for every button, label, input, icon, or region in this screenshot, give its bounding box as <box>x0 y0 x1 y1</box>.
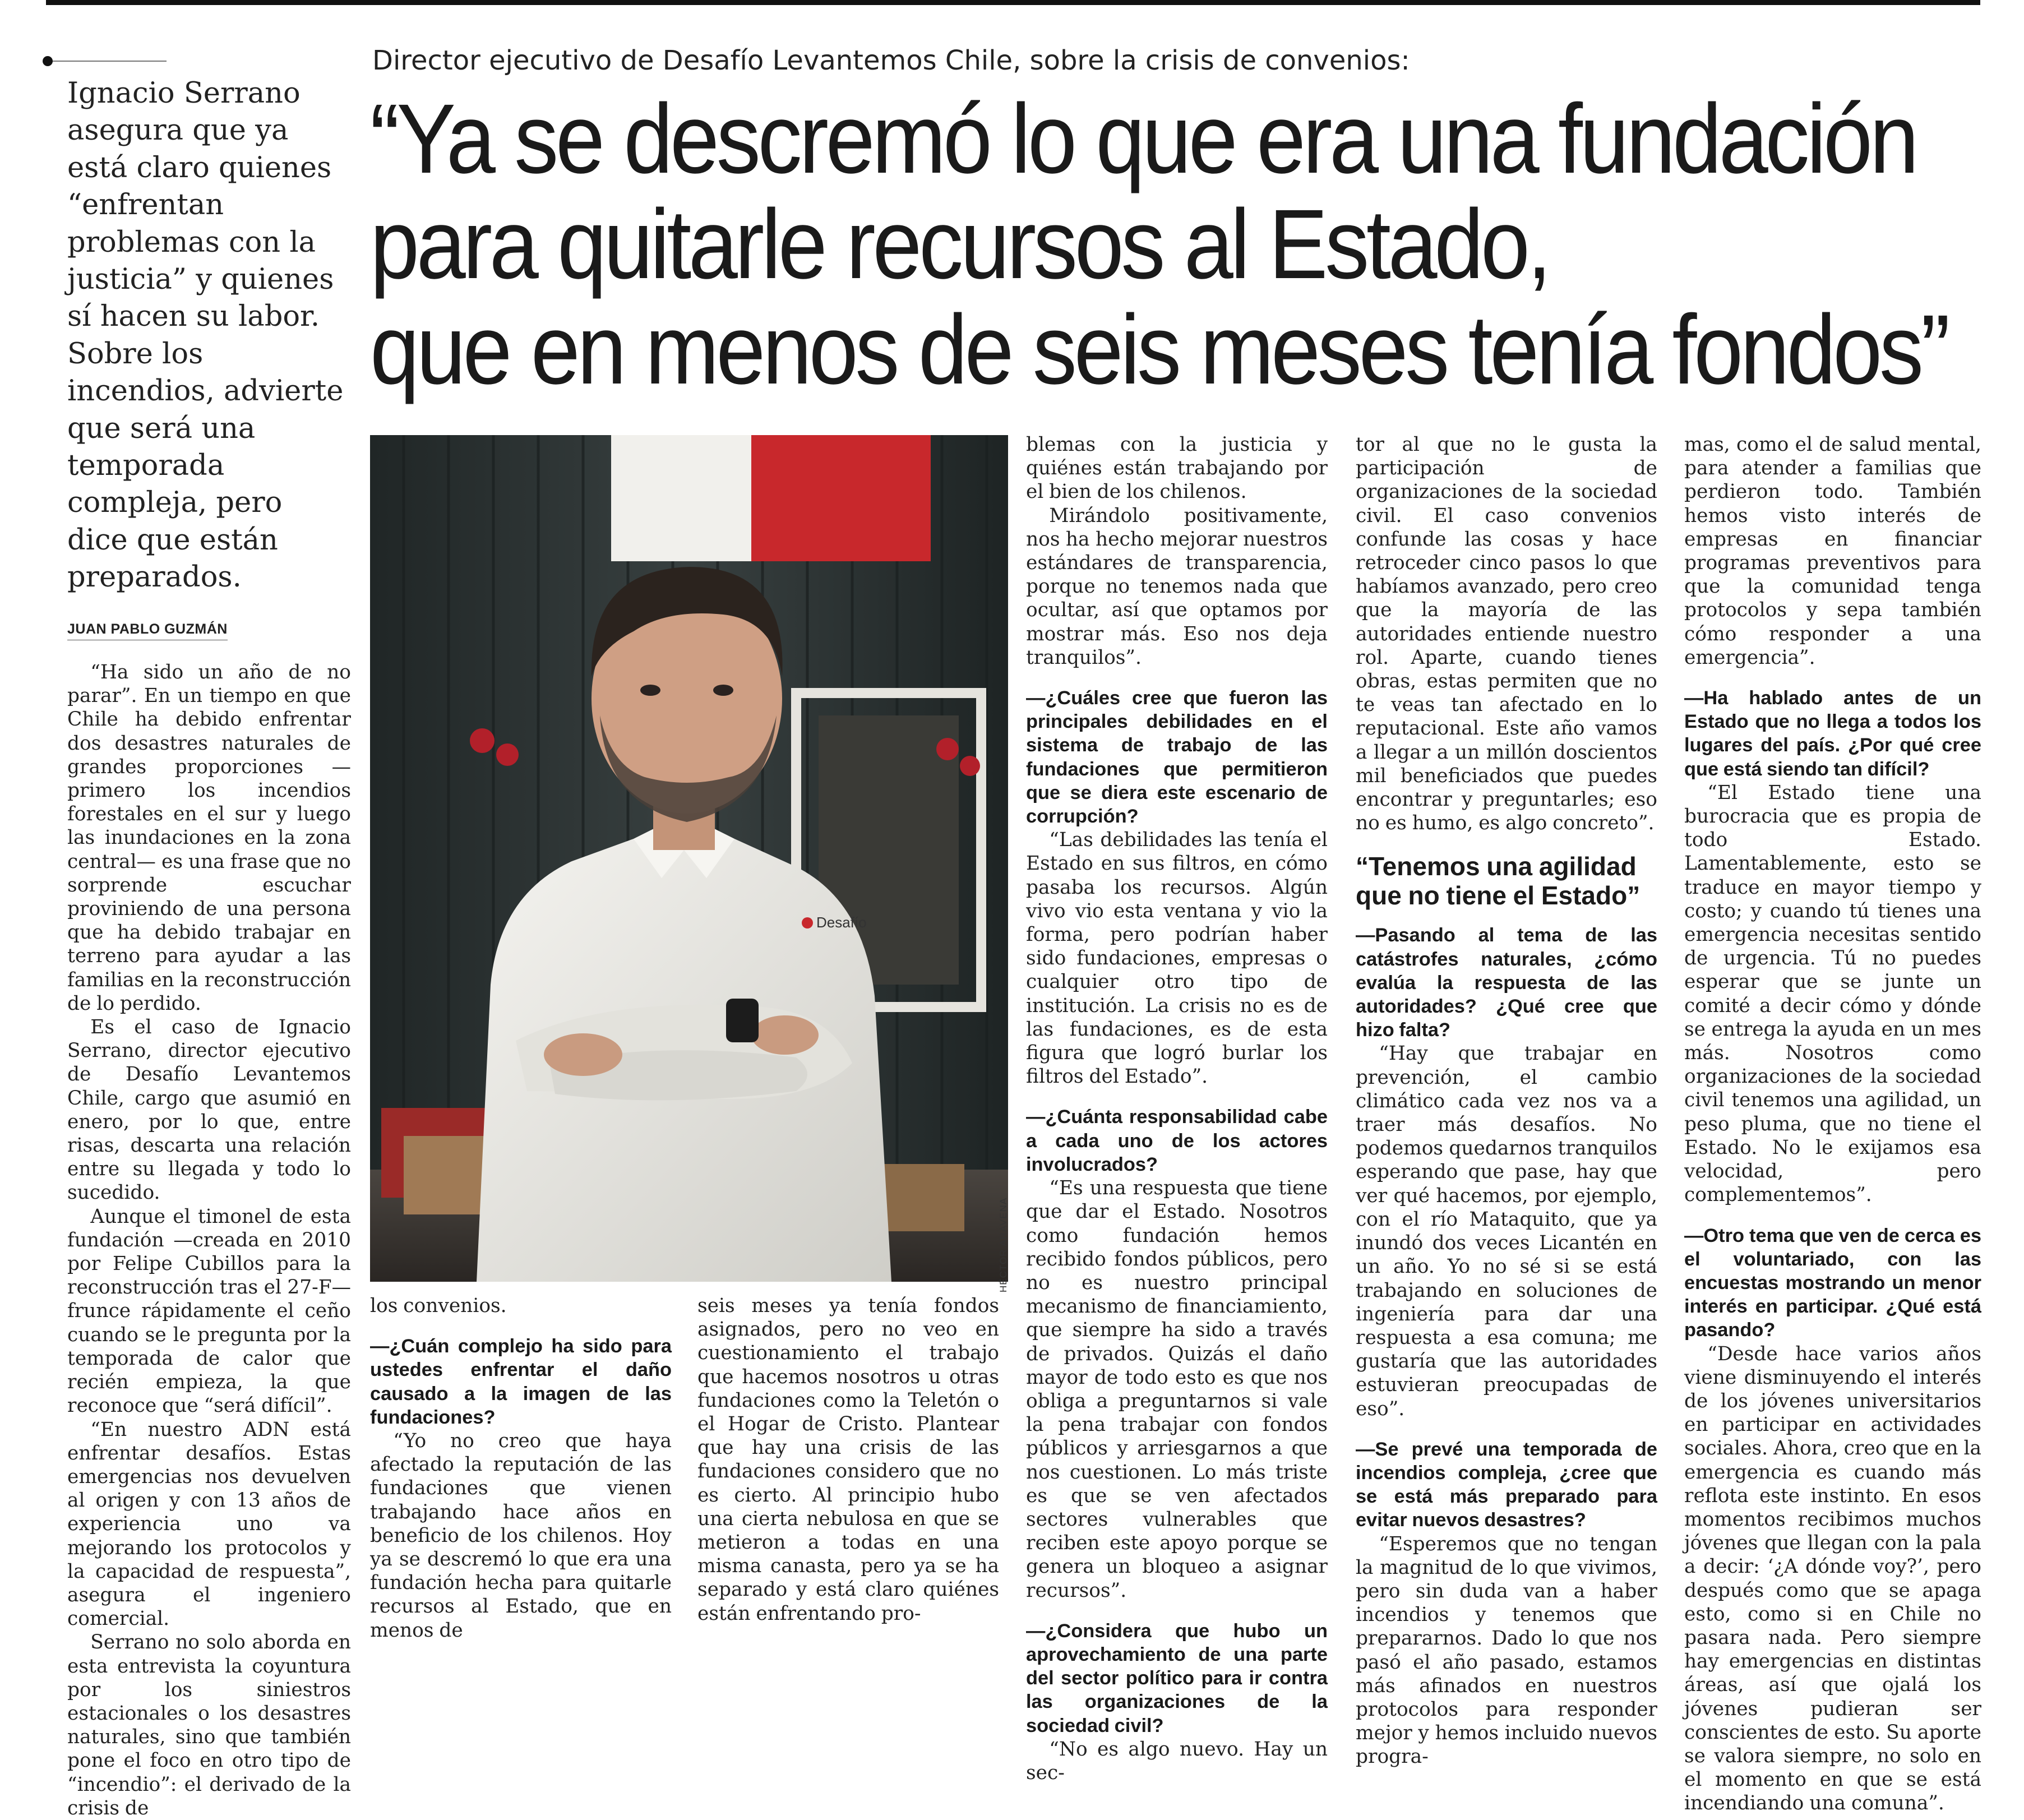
question: —¿Cuán complejo ha sido para ustedes enfrentar el daño causado a la imagen de las fundaciones? <box>370 1336 672 1428</box>
headline-line-3: que en menos de seis meses tenía fondos” <box>370 295 1948 405</box>
flag-red-stripe <box>751 435 931 561</box>
lead-line: que será una <box>67 412 256 445</box>
question: —¿Cuánta responsabilidad cabe a cada uno de los actores involucrados? <box>1026 1106 1328 1175</box>
question: —Otro tema que ven de cerca es el voluntariado, con las encuestas mostrando un menor interés en participar. ¿Qué está pasando? <box>1684 1225 1981 1341</box>
shirt-logo: Desafío <box>816 914 867 931</box>
column-4 <box>1026 433 1328 1785</box>
paragraph: blemas con la justicia y quiénes están trabajando por el bien de los chilenos. <box>1026 433 1328 503</box>
top-rule <box>46 0 1980 5</box>
byline: JUAN PABLO GUZMÁN <box>67 621 228 640</box>
article-lead <box>67 75 359 597</box>
paragraph: “Ha sido un año de no parar”. En un tiempo en que Chile ha debido enfrentar dos desastres naturales de grandes proporciones —primero los incendios forestales en el sur y luego las inundaciones en la zona central— es una frase que no sorprende escuchar proviniendo de una persona que ha debido trabajar en terreno para ayudar a las familias en la reconstrucción de lo perdido. <box>67 661 351 1015</box>
headline <box>370 86 2024 403</box>
paragraph: “Es una respuesta que tiene que dar el Estado. Nosotros como fundación hemos recibido fondos públicos, pero no es nuestro principal mecanismo de financiamiento, que siempre ha sido a través de privados. Quizás el daño mayor de todo esto es que nos obliga a preguntarnos si vale la pena trabajar con fondos públicos y arriesgarnos a que nos cuestionen. Lo más triste es que se ven afectados sectores vulnerables que reciben este apoyo porque se genera un bloqueo a asignar recursos”. <box>1026 1177 1328 1602</box>
column-2 <box>370 1294 672 1642</box>
paragraph: “Hay que trabajar en prevención, el cambio climático cada vez nos va a traer más desafíos. No podemos quedarnos tranquilos esperando que pase, hay que ver qué hacemos, por ejemplo, con el río Mataquito, que ya inundó dos veces Licantén en un año. Yo no sé si se está trabajando en soluciones de ingeniería para dar una respuesta a esa comuna; me gustaría que las autoridades estuvieran preocupadas de eso”. <box>1356 1042 1657 1420</box>
question: —Ha hablado antes de un Estado que no llega a todos los lugares del país. ¿Por qué cree que está siendo tan difícil? <box>1684 687 1981 780</box>
column-5 <box>1356 433 1657 1769</box>
lead-line: sí hacen su labor. <box>67 300 320 334</box>
lead-line: dice que están <box>67 523 278 557</box>
question: —Pasando al tema de las catástrofes naturales, ¿cómo evalúa la respuesta de las autoridades? ¿Qué cree que hizo falta? <box>1356 925 1657 1041</box>
lead-line: “enfrentan <box>67 188 224 222</box>
section-heading: “Tenemos una agilidad que no tiene el Estado” <box>1356 852 1641 911</box>
flag-white-stripe <box>611 435 751 561</box>
lead-line: Sobre los <box>67 337 204 371</box>
lead-line: preparados. <box>67 561 242 594</box>
lead-line: compleja, pero <box>67 486 283 520</box>
headline-line-1: “Ya se descremó lo que era una fundación <box>370 84 1916 194</box>
paragraph: Es el caso de Ignacio Serrano, director ejecutivo de Desafío Levantemos Chile, cargo que asumió en enero, por lo que, entre risas, descarta una relación entre su llegada y todo lo sucedido. <box>67 1016 351 1204</box>
paragraph: “El Estado tiene una burocracia que es propia de todo Estado. Lamentablemente, esto se traduce en mayor tiempo y costo; y cuando tú tienes una emergencia necesitas sentido de urgencia. Tú no puedes esperar que se junte un comité a decir cómo y dónde se entrega la ayuda en un mes más. Nosotros como organizaciones de la sociedad civil tenemos una agilidad, un peso pluma, que no tiene el Estado. No le exijamos esa velocidad, pero complementemos”. <box>1684 781 1981 1207</box>
lead-line: problemas con la <box>67 225 316 259</box>
paragraph: “Esperemos que no tengan la magnitud de lo que vivimos, pero sin duda van a haber incendios y tenemos que prepararnos. Dado lo que nos pasó el año pasado, estamos más afinados en nuestros protocolos para responder mejor y hemos incluido nuevos progra- <box>1356 1532 1657 1768</box>
lead-line: incendios, advierte <box>67 375 344 408</box>
photo-credit: HÉCTOR ARAVENA <box>998 1197 1009 1292</box>
paragraph: Serrano no solo aborda en esta entrevista la coyuntura por los siniestros estacionales o los desastres naturales, sino que también pone el foco en otro tipo de “incendio”: el derivado de la crisis de <box>67 1631 351 1819</box>
portrait-photo <box>370 435 1008 1282</box>
lead-line: Ignacio Serrano <box>67 77 301 110</box>
column-1 <box>67 660 351 1820</box>
paragraph: “No es algo nuevo. Hay un sec- <box>1026 1738 1328 1784</box>
paragraph: Aunque el timonel de esta fundación —creada en 2010 por Felipe Cubillos para la reconstrucción tras el 27-F— frunce rápidamente el ceño cuando se le pregunta por la temporada de calor que recién empieza, la que reconoce que “será difícil”. <box>67 1205 351 1417</box>
lead-rule <box>46 61 167 62</box>
paragraph: “Las debilidades las tenía el Estado en sus filtros, en cómo pasaba los recursos. Algún vivo vio esta ventana y vio la forma, pero podrían haber sido fundaciones, empresas o cualquier otro tipo de institución. La crisis no es de las fundaciones, es de esta figura que logró burlar los filtros del Estado”. <box>1026 829 1328 1088</box>
paragraph: “En nuestro ADN está enfrentar desafíos. Estas emergencias nos devuelven al origen y con 13 años de experiencia uno va mejorando los protocolos y la capacidad de respuesta”, asegura el ingeniero comercial. <box>67 1418 351 1630</box>
paragraph: los convenios. <box>370 1295 507 1317</box>
question: —¿Considera que hubo un aprovechamiento de una parte del sector político para ir contra las organizaciones de la sociedad civil? <box>1026 1620 1328 1736</box>
lead-line: justicia” y quienes <box>67 263 334 297</box>
article-subtitle: Director ejecutivo de Desafío Levantemos Chile, sobre la crisis de convenios: <box>372 45 1410 76</box>
lead-line: está claro quienes <box>67 151 332 184</box>
paragraph: tor al que no le gusta la participación de organizaciones de la sociedad civil. El caso convenios confunde las cosas y hace retroceder cinco pasos lo que habíamos avanzado, pero creo que la mayoría de las autoridades entiende nuestro rol. Aparte, cuando tienes obras, estas permiten que no te veas tan afectado en lo reputacional. Este año vamos a llegar a un millón doscientos mil beneficiados que puedes encontrar y preguntarles; eso no es humo, es algo concreto”. <box>1356 433 1657 835</box>
question: —Se prevé una temporada de incendios compleja, ¿cree que se está más preparado para evitar nuevos desastres? <box>1356 1438 1657 1531</box>
column-6 <box>1684 433 1981 1816</box>
bullet-dot-icon <box>43 56 53 66</box>
column-3 <box>697 1294 999 1625</box>
lead-line: asegura que ya <box>67 114 289 147</box>
lead-line: temporada <box>67 449 225 483</box>
paragraph: “Desde hace varios años viene disminuyendo el interés de los jóvenes universitarios en participar en actividades sociales. Ahora, creo que en la emergencia es cuando más reflota este instinto. En esos momentos recibimos muchos jóvenes que llegan con la pala a decir: ‘¿A dónde voy?’, pero después como que se apaga esto, como si en Chile no pasara nada. Pero siempre hay emergencias en distintas áreas, así que ojalá los jóvenes pudieran ser conscientes de esto. Su aporte se valora siempre, no solo en el momento en que se está incendiando una comuna”. <box>1684 1342 1981 1815</box>
paragraph: mas, como el de salud mental, para atender a familias que perdieron todo. También hemos visto interés de empresas en financiar programas preventivos para que la comunidad tenga protocolos y sepa también cómo responder a una emergencia”. <box>1684 433 1981 669</box>
portrait-illustration <box>370 435 1008 1282</box>
headline-line-2: para quitarle recursos al Estado, <box>370 190 1549 299</box>
paragraph: Mirándolo positivamente, nos ha hecho mejorar nuestros estándares de transparencia, porque no tenemos nada que ocultar, así que optamos por mostrar más. Eso nos deja tranquilos”. <box>1026 504 1328 669</box>
paragraph: seis meses ya tenía fondos asignados, pero no veo en cuestionamiento el trabajo que hacemos nosotros u otras fundaciones como la Teletón o el Hogar de Cristo. Plantear que hay una crisis de las fundaciones considero que no es cierto. Al principio hubo una cierta nebulosa en que se metieron a todas en una misma canasta, pero ya se ha separado y está claro quiénes están enfrentando pro- <box>697 1295 999 1625</box>
paragraph: “Yo no creo que haya afectado la reputación de las fundaciones que vienen trabajando hace años en beneficio de los chilenos. Hoy ya se descremó lo que era una fundación hecha para quitarle recursos al Estado, que en menos de <box>370 1430 672 1642</box>
question: —¿Cuáles cree que fueron las principales debilidades en el sistema de trabajo de las fundaciones que permitieron que se diera este escenario de corrupción? <box>1026 687 1328 828</box>
